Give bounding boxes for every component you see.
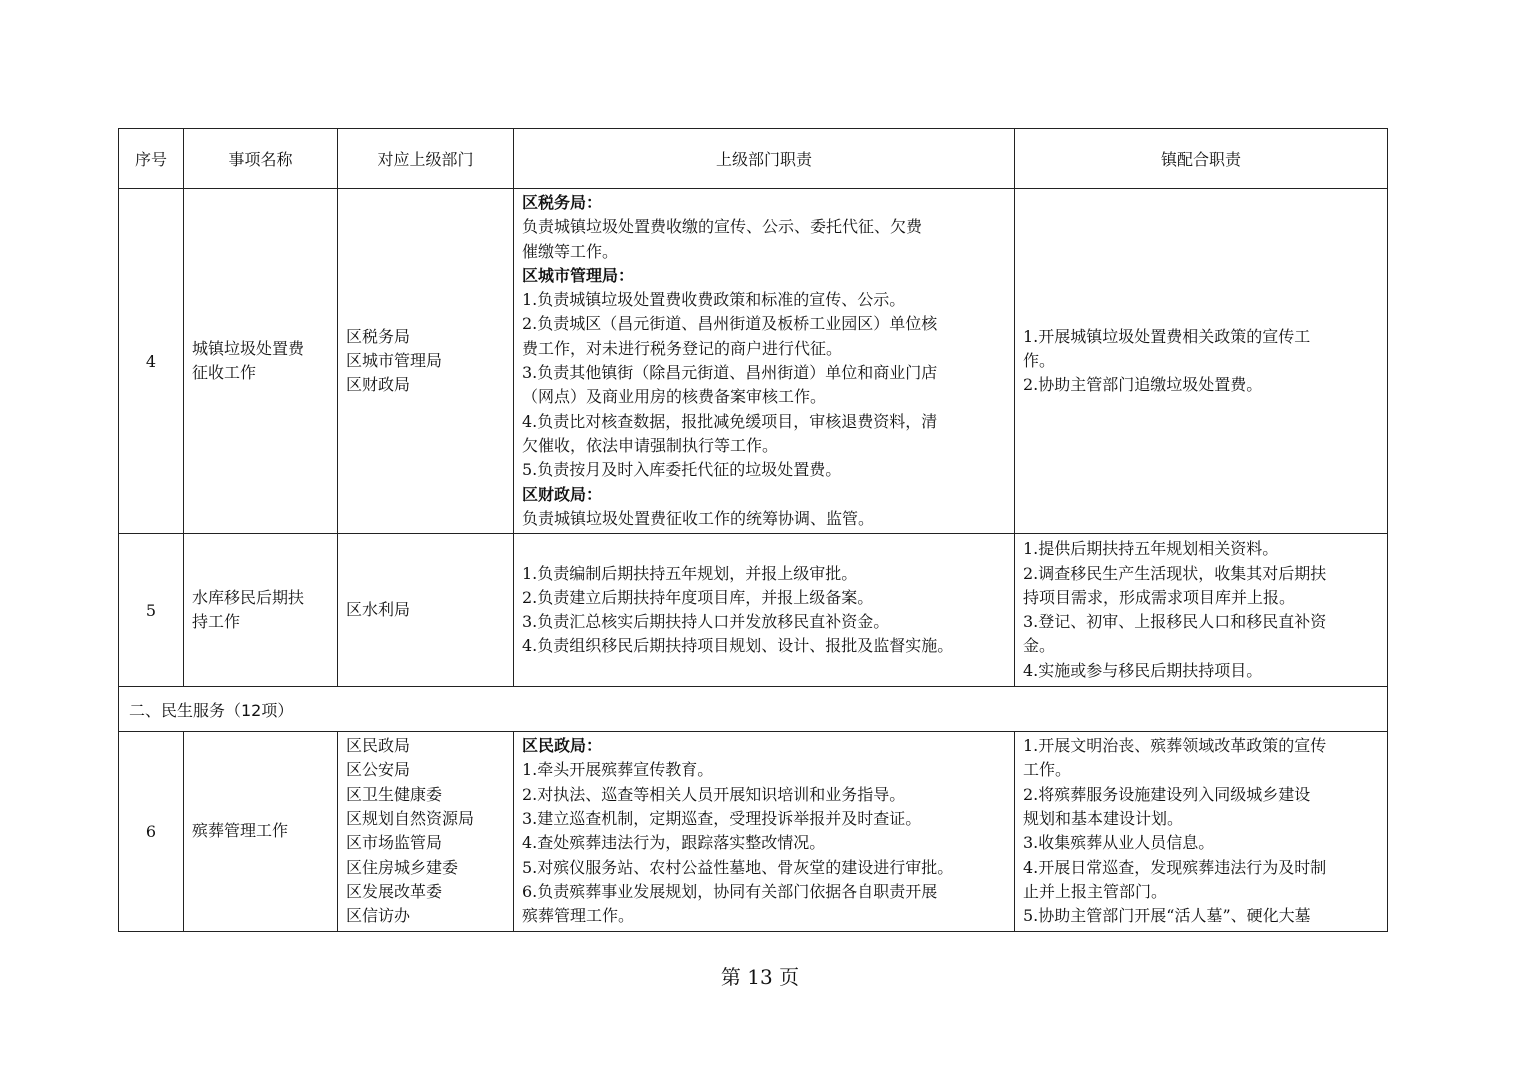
table-body xyxy=(119,189,1388,932)
text-line: 欠催收，依法申请强制执行等工作。 xyxy=(522,435,779,455)
table-row xyxy=(119,732,1388,931)
text-line: 规划和基本建设计划。 xyxy=(1023,809,1184,829)
row-department xyxy=(338,732,514,931)
text-line: 区规划自然资源局 xyxy=(346,809,475,829)
text-line: 区民政局 xyxy=(346,736,411,756)
text-line: 工作。 xyxy=(1023,760,1072,780)
text-line: 2.负责建立后期扶持年度项目库，并报上级备案。 xyxy=(522,587,874,607)
table-row xyxy=(119,534,1388,687)
text-line: 2.将殡葬服务设施建设列入同级城乡建设 xyxy=(1023,784,1311,804)
text-line: 征收工作 xyxy=(192,363,257,383)
text-line: 1.开展文明治丧、殡葬领域改革政策的宣传 xyxy=(1023,736,1327,756)
text-line: 持工作 xyxy=(192,612,241,632)
text-line: 2.协助主管部门追缴垃圾处置费。 xyxy=(1023,375,1263,395)
text-line: 3.收集殡葬从业人员信息。 xyxy=(1023,833,1215,853)
text-line: 殡葬管理工作。 xyxy=(522,906,635,926)
text-line: 区市场监管局 xyxy=(346,833,443,853)
text-line: 1.负责城镇垃圾处置费收费政策和标准的宣传、公示。 xyxy=(522,290,906,310)
responsibility-table xyxy=(118,128,1388,932)
text-line: 区民政局： xyxy=(522,736,603,756)
row-item-name xyxy=(184,189,338,534)
text-line: 1.开展城镇垃圾处置费相关政策的宣传工 xyxy=(1023,326,1311,346)
text-line: 5.负责按月及时入库委托代征的垃圾处置费。 xyxy=(522,460,842,480)
text-line: 3.负责其他镇街（除昌元街道、昌州街道）单位和商业门店 xyxy=(522,363,938,383)
text-line: 1.牵头开展殡葬宣传教育。 xyxy=(522,760,714,780)
text-line: 水库移民后期扶 xyxy=(192,587,305,607)
text-line: 负责城镇垃圾处置费征收工作的统筹协调、监管。 xyxy=(522,508,875,528)
row-town-duty xyxy=(1015,534,1388,687)
row-town-duty xyxy=(1015,732,1388,931)
text-line: 2.对执法、巡查等相关人员开展知识培训和业务指导。 xyxy=(522,784,906,804)
table-row xyxy=(119,189,1388,534)
row-item-name xyxy=(184,534,338,687)
text-line: 区住房城乡建委 xyxy=(346,857,459,877)
text-line: 止并上报主管部门。 xyxy=(1023,881,1168,901)
text-line: 3.负责汇总核实后期扶持人口并发放移民直补资金。 xyxy=(522,612,890,632)
row-department xyxy=(338,534,514,687)
text-line: 催缴等工作。 xyxy=(522,241,619,261)
text-line: 区城市管理局： xyxy=(522,265,635,285)
text-line: 区发展改革委 xyxy=(346,881,443,901)
section-row xyxy=(119,687,1388,732)
row-seq: 6 xyxy=(119,732,184,931)
text-line: 区税务局： xyxy=(522,193,603,212)
header-department: 对应上级部门 xyxy=(338,129,514,189)
text-line: 作。 xyxy=(1023,350,1056,370)
text-line: 1.负责编制后期扶持五年规划，并报上级审批。 xyxy=(522,563,858,583)
text-line: 4.负责组织移民后期扶持项目规划、设计、报批及监督实施。 xyxy=(522,636,954,656)
row-item-name xyxy=(184,732,338,931)
text-line: 4.开展日常巡查，发现殡葬违法行为及时制 xyxy=(1023,857,1327,877)
text-line: 1.提供后期扶持五年规划相关资料。 xyxy=(1023,539,1279,559)
text-line: 负责城镇垃圾处置费收缴的宣传、公示、委托代征、欠费 xyxy=(522,217,923,237)
section-title: 二、民生服务（12项） xyxy=(119,687,1388,732)
text-line: 6.负责殡葬事业发展规划，协同有关部门依据各自职责开展 xyxy=(522,881,938,901)
header-item-name: 事项名称 xyxy=(184,129,338,189)
text-line: 4.查处殡葬违法行为，跟踪落实整改情况。 xyxy=(522,833,826,853)
text-line: 费工作，对未进行税务登记的商户进行代征。 xyxy=(522,338,843,358)
table-header-row xyxy=(119,129,1388,189)
text-line: 殡葬管理工作 xyxy=(192,821,289,841)
text-line: 4.实施或参与移民后期扶持项目。 xyxy=(1023,660,1263,680)
text-line: （网点）及商业用房的核费备案审核工作。 xyxy=(522,387,827,407)
row-dept-duty xyxy=(514,732,1015,931)
text-line: 区卫生健康委 xyxy=(346,784,443,804)
text-line: 2.调查移民生产生活现状，收集其对后期扶 xyxy=(1023,563,1327,583)
text-line: 持项目需求，形成需求项目库并上报。 xyxy=(1023,587,1296,607)
row-seq: 5 xyxy=(119,534,184,687)
text-line: 金。 xyxy=(1023,636,1056,656)
row-dept-duty xyxy=(514,534,1015,687)
page-number: 第 13 页 xyxy=(720,965,800,989)
text-line: 区财政局 xyxy=(346,375,411,395)
text-line: 4.负责比对核查数据，报批减免缓项目，审核退费资料，清 xyxy=(522,411,938,431)
row-department xyxy=(338,189,514,534)
row-seq: 4 xyxy=(119,189,184,534)
text-line: 区财政局： xyxy=(522,484,603,504)
text-line: 5.协助主管部门开展“活人墓”、硬化大墓 xyxy=(1023,906,1311,926)
text-line: 区公安局 xyxy=(346,760,411,780)
header-town-duty: 镇配合职责 xyxy=(1015,129,1388,189)
row-dept-duty xyxy=(514,189,1015,534)
text-line: 区城市管理局 xyxy=(346,350,443,370)
header-seq: 序号 xyxy=(119,129,184,189)
text-line: 区信访办 xyxy=(346,906,411,926)
text-line: 区水利局 xyxy=(346,600,411,619)
text-line: 5.对殡仪服务站、农村公益性墓地、骨灰堂的建设进行审批。 xyxy=(522,857,954,877)
header-dept-duty: 上级部门职责 xyxy=(514,129,1015,189)
text-line: 3.登记、初审、上报移民人口和移民直补资 xyxy=(1023,612,1327,632)
text-line: 2.负责城区（昌元街道、昌州街道及板桥工业园区）单位核 xyxy=(522,314,938,334)
text-line: 区税务局 xyxy=(346,326,411,346)
row-town-duty xyxy=(1015,189,1388,534)
text-line: 3.建立巡查机制，定期巡查，受理投诉举报并及时查证。 xyxy=(522,809,922,829)
text-line: 城镇垃圾处置费 xyxy=(192,338,305,358)
